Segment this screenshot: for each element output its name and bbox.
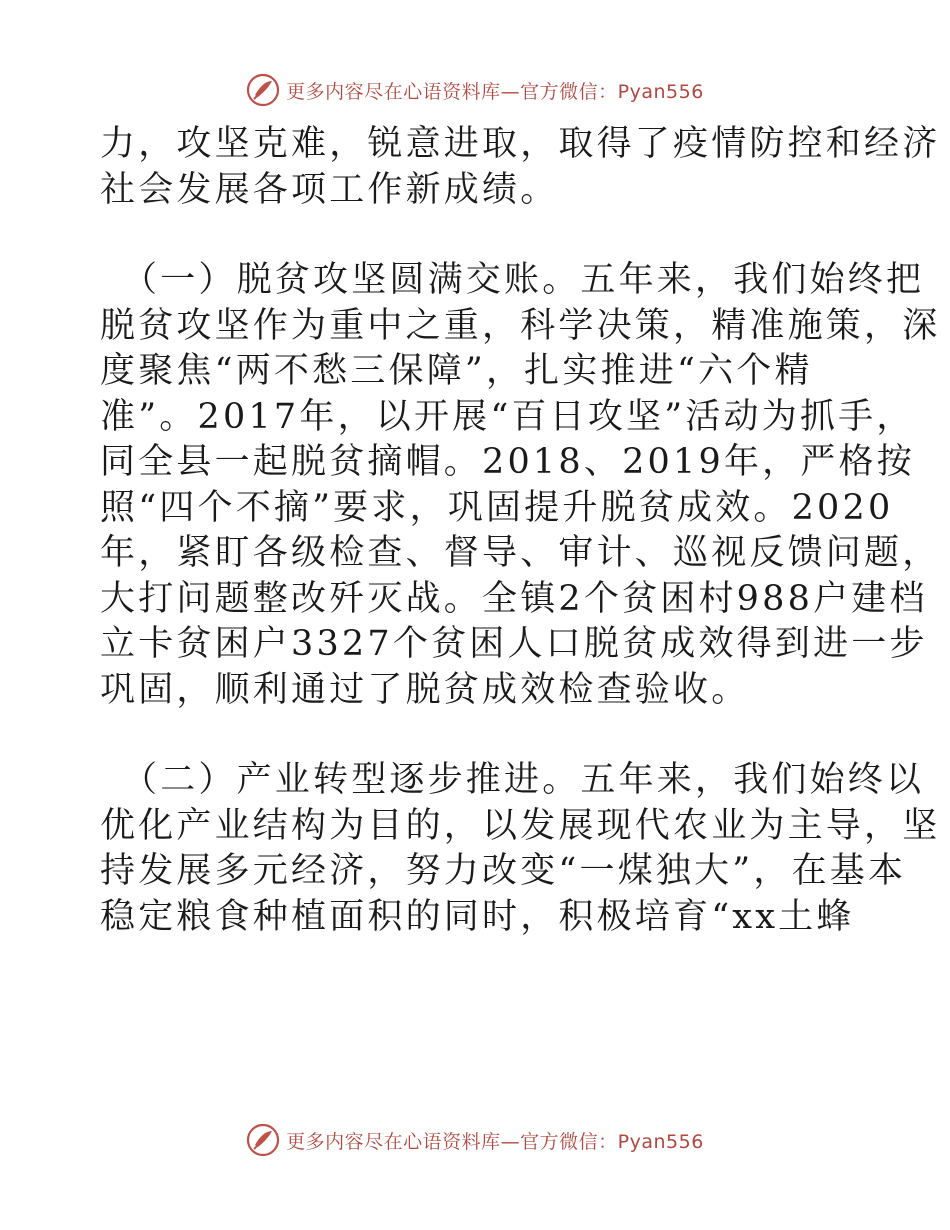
text-line: （一）脱贫攻坚圆满交账。五年来，我们始终把 — [122, 260, 925, 300]
text-line: 大打问题整改歼灭战。全镇2个贫困村988户建档 — [100, 578, 928, 619]
text-line: 优化产业结构为目的，以发展现代农业为主导，坚 — [100, 805, 941, 846]
book-feather-logo-icon — [246, 73, 280, 107]
paragraph-gap — [100, 713, 860, 758]
text-line: 照“四个不摘”要求，巩固提升脱贫成效。2020 — [100, 487, 894, 528]
book-feather-logo-icon — [246, 1123, 280, 1157]
watermark-text: 更多内容尽在心语资料库—官方微信：Pyan556 — [286, 80, 704, 103]
header-watermark — [0, 70, 950, 110]
text-line: 社会发展各项工作新成绩。 — [100, 169, 559, 210]
text-line: 立卡贫困户3327个贫困人口脱贫成效得到进一步 — [100, 624, 928, 664]
text-line: 准”。2017年，以开展“百日攻坚”活动为抓手， — [100, 396, 915, 437]
text-line: （二）产业转型逐步推进。五年来，我们始终以 — [122, 760, 925, 800]
paragraph-1 — [100, 122, 941, 213]
footer-watermark — [0, 1120, 950, 1160]
text-line: 力，攻坚克难，锐意进取，取得了疫情防控和经济 — [100, 124, 941, 164]
text-line: 年，紧盯各级检查、督导、审计、巡视反馈问题， — [100, 533, 941, 573]
text-line: 同全县一起脱贫摘帽。2018、2019年，严格按 — [100, 442, 915, 482]
text-line: 巩固，顺利通过了脱贫成效检查验收。 — [100, 669, 750, 710]
text-line: 脱贫攻坚作为重中之重，科学决策，精准施策，深 — [100, 305, 941, 346]
watermark-text: 更多内容尽在心语资料库—官方微信：Pyan556 — [286, 1130, 704, 1153]
document-body — [100, 122, 941, 940]
text-line: 度聚焦“两不愁三保障”，扎实推进“六个精 — [100, 351, 813, 391]
paragraph-gap — [100, 213, 860, 258]
paragraph-3 — [100, 758, 941, 940]
text-line: 稳定粮食种植面积的同时，积极培育“xx土蜂 — [100, 896, 855, 937]
paragraph-2 — [100, 258, 941, 713]
text-line: 持发展多元经济，努力改变“一煤独大”，在基本 — [100, 851, 907, 891]
